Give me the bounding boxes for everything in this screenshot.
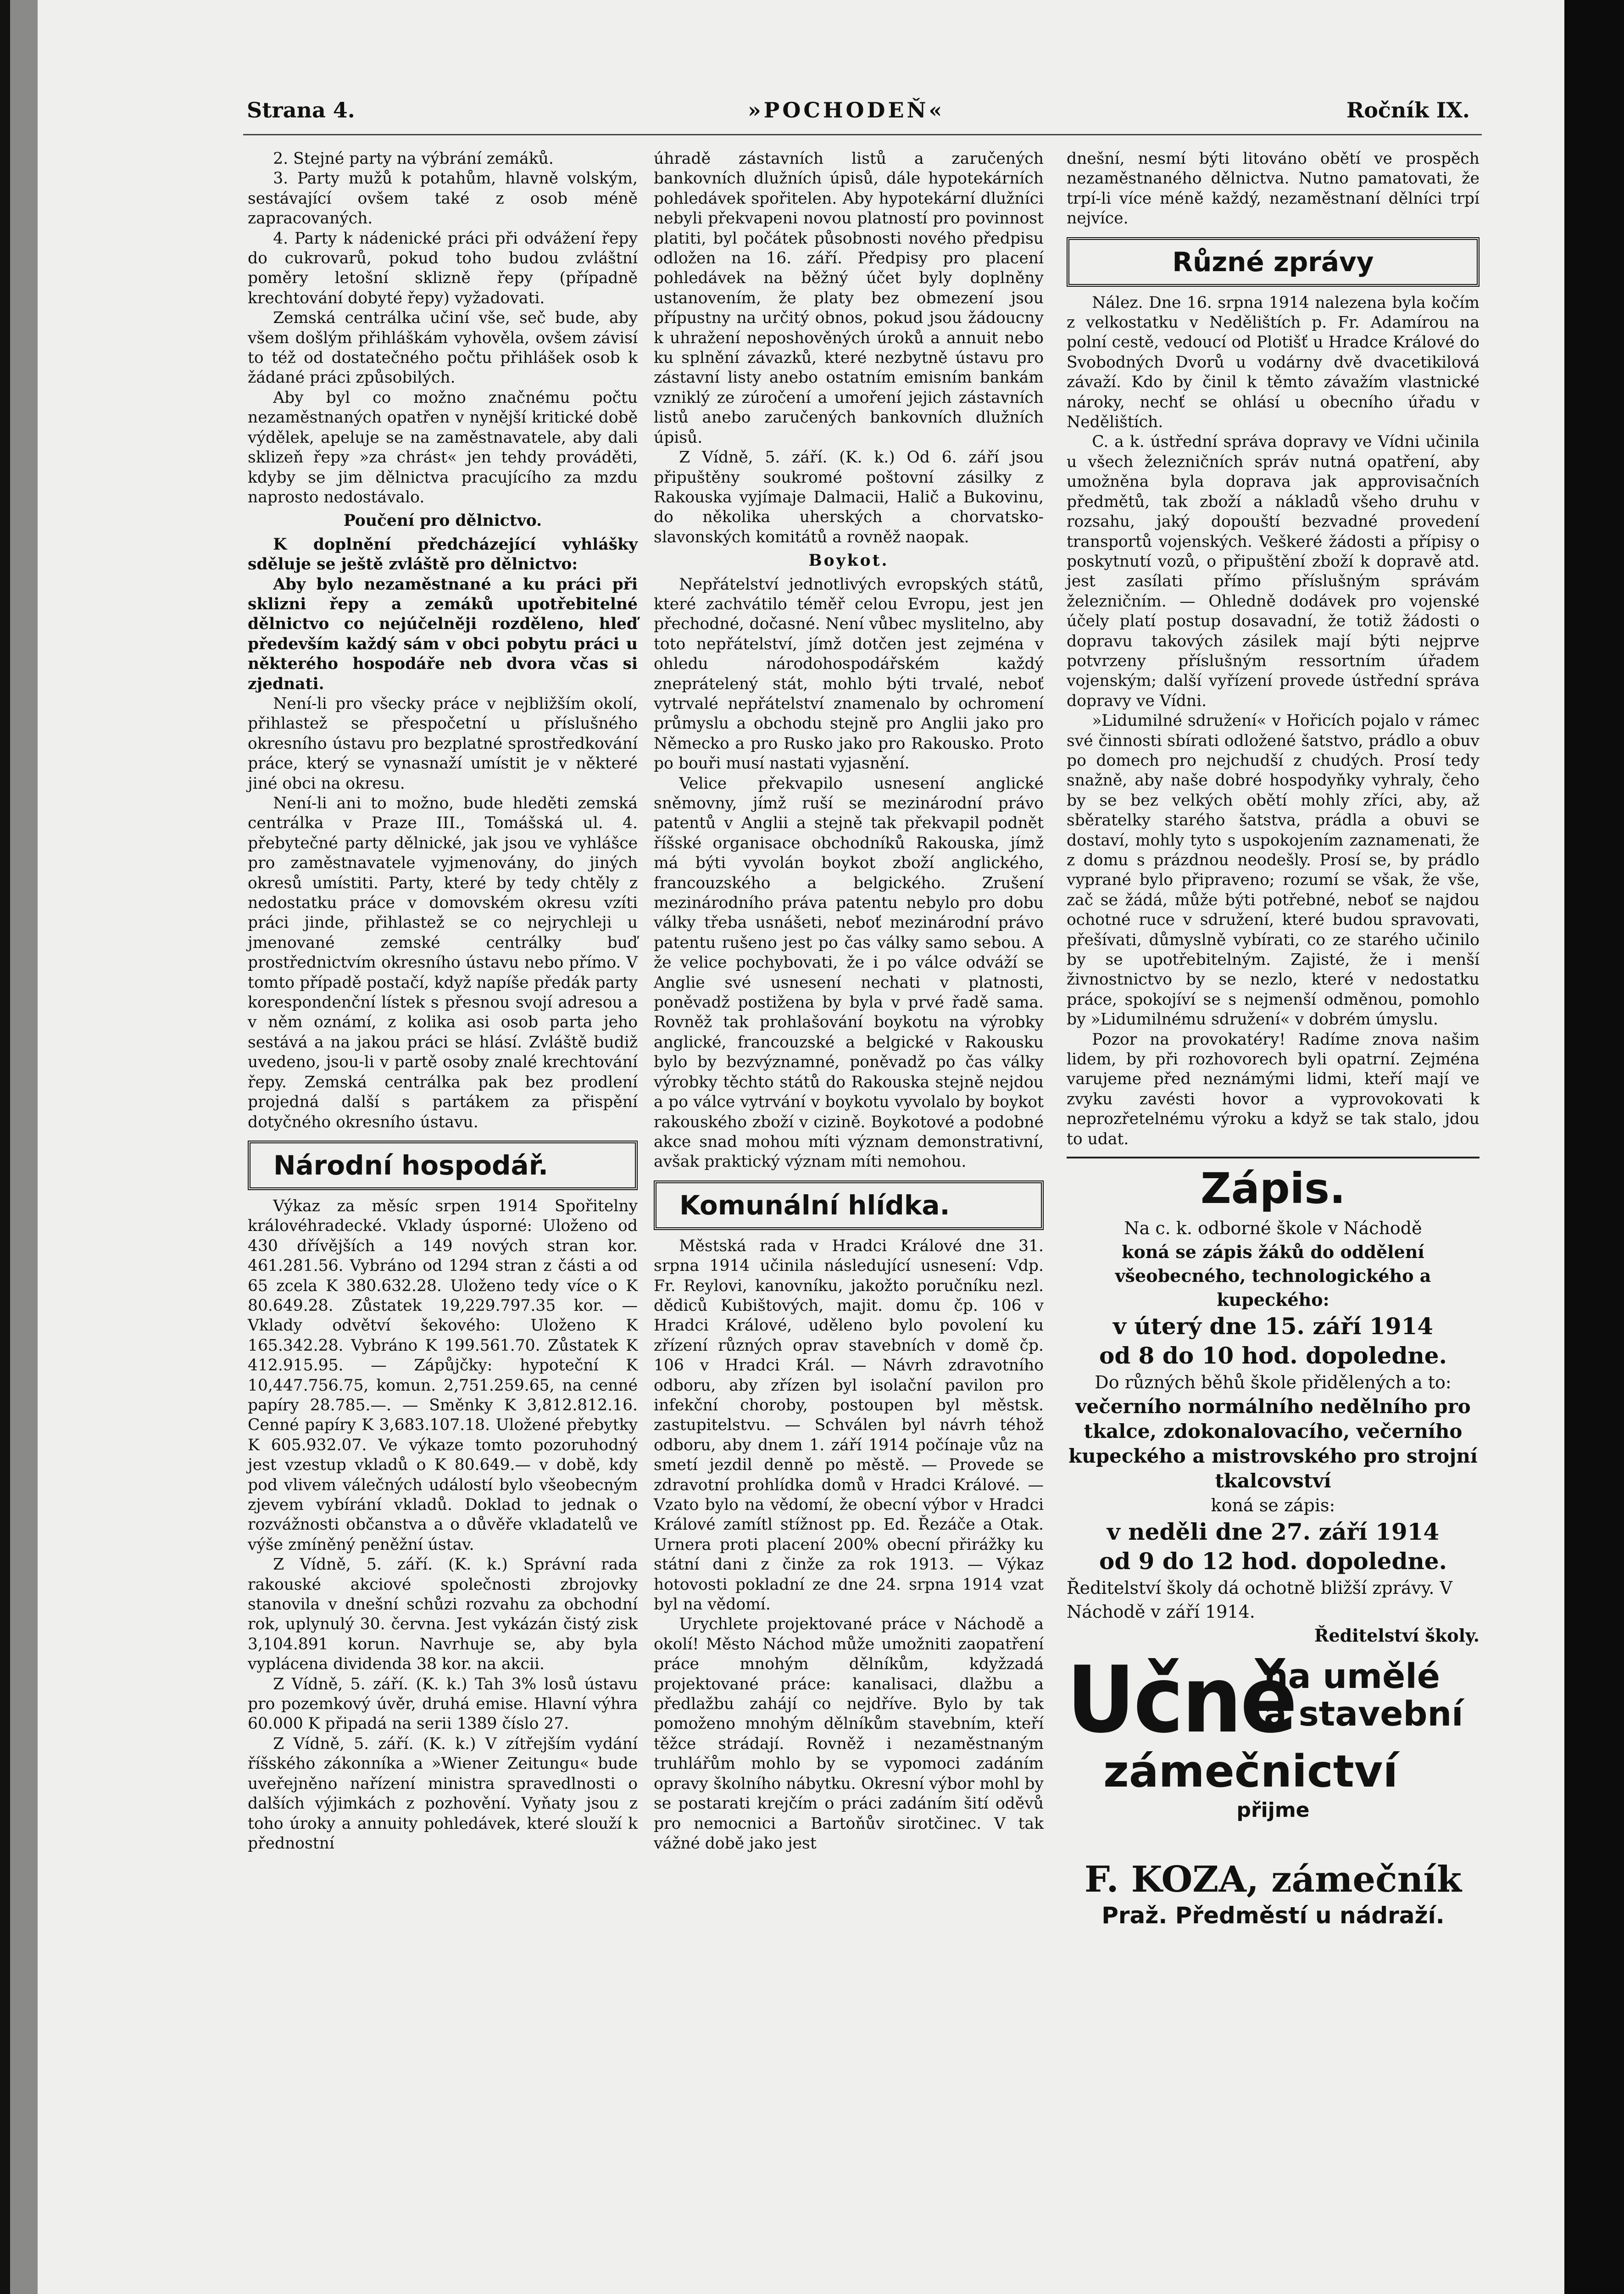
zapis-time-2: od 9 do 12 hod. dopoledne. [1099, 1548, 1447, 1575]
zapis-date-2: v neděli dne 27. září 1914 [1107, 1518, 1440, 1546]
scan-border-right [1564, 0, 1624, 2294]
column-2 [654, 149, 1044, 1854]
scan-border-left [0, 0, 10, 2294]
ad-zamecnictvi: zámečnictví [1103, 1746, 1398, 1798]
paragraph: úhradě zástavních listů a zaručených bankovních dlužních úpisů, dále hypotekárních pohledávek spořitelen. Aby hypotekární dlužníci nebyli překvapeni novou platností pro povinnost platiti, byl počátek působnosti nového předpisu odložen na 16. září. Předpisy pro placení pohledávek na běžný účet byly doplněny ustanovením, že platy bez obmezení jsou přípustny na určitý obnos, pokud jsou žádoucny k uhražení neposhověných úroků a annuit nebo ku splnění závazků, které nezbytně ústavu pro zástavní listy anebo ostatním emisním bankám vzniklý ze zúročení a umoření jejich zástavních listů anebo zaručených bankovních dlužních úpisů. [654, 150, 1044, 447]
zapis-note: koná se zápis: [1211, 1495, 1335, 1516]
paragraph: Urychlete projektované práce v Náchodě a okolí! Město Náchod může umožniti zaopatření práce mnohým dělníkům, kdyžzadá projektované práce: kanalisaci, dlažbu a předlažbu zahájí co nejdříve. Bylo by tak pomoženo mnohým dělníkům stavebním, kteří těžce strádají. Rovněž i nezaměstnaným truhlářům mohlo by se vypomoci zadáním opravy školního nábytku. Okresní výbor mohl by se postarati krejčím o práci zadáním šití oděvů pro nemocnici a Bartoňův sirotčinec. V tak vážné době jako jest [654, 1615, 1044, 1853]
paragraph: Z Vídně, 5. září. (K. k.) Od 6. září jsou připuštěny soukromé poštovní zásilky z Rakouska vyjímaje Dalmacii, Halič a Bukovinu, do několika uherských a chorvatsko-slavonských komitátů a rovněž naopak. [654, 448, 1044, 546]
paragraph: Z Vídně, 5. září. (K. k.) V zítřejším vydání říšského zákonníka a »Wiener Zeitungu« bude uveřejněno nařízení ministra spravedlnosti o dalších výjimkách z pozhovění. Vyňaty jsou z toho úroky a annuity pohledávek, které slouží k přednostní [248, 1734, 638, 1853]
section-ruzne-zpravy: Různé zprávy [1067, 237, 1479, 287]
paragraph: K doplnění předcházející vyhlášky sděluje se ještě zvláště pro dělnictvo: [248, 535, 638, 574]
paragraph: Z Vídně, 5. září. (K. k.) Správní rada rakouské akciové společnosti zbrojovky stanovila v dnešní schůzi rozvahu za obchodní rok, uplynulý 30. června. Jest vykázán čistý zisk 3,104.891 korun. Navrhuje se, aby byla vyplácena dividenda 38 kor. na akcii. [248, 1555, 638, 1674]
page-number: Strana 4. [247, 98, 355, 122]
paragraph: Výkaz za měsíc srpen 1914 Spořitelny královéhradecké. Vklady úsporné: Uloženo od 430 dřívějších a 149 nových stran kor. 461.281.56. Vybráno od 1294 stran z části a od 65 zcela K 380.632.28. Uloženo tedy více o K 80.649.28. Zůstatek 19,229.797.35 kor. — Vklady odvětví šekového: Uloženo K 165.342.28. Vybráno K 199.561.70. Zůstatek K 412.915.95. — Zápůjčky: hypoteční K 10,447.756.75, komun. 2,751.259.65, na cenné papíry 28.785.—. — Směnky K 3,812.812.16. Cenné papíry K 3,683.107.18. Uložené přebytky K 605.932.07. Ve výkaze tomto pozoruhodný jest vzestup vkladů o K 80.649.— v době, kdy pod vlivem válečných událostí bylo všeobecným zjevem vybírání vkladů. Doklad to jednak o rozvážnosti občanstva a o důvěře vkladatelů ve výše zmíněný peněžní ústav. [248, 1197, 638, 1554]
zapis-info: Ředitelství školy dá ochotně bližší zprávy. V Náchodě v září 1914. [1067, 1578, 1452, 1622]
paragraph: 4. Party k nádenické práci při odvážení řepy do cukrovarů, pokud toho budou zvláštní poměry letošní sklizně řepy (případně krechtování dobyté řepy) vyžadovati. [248, 229, 638, 307]
column-1 [248, 149, 638, 1854]
paragraph: Není-li ani to možno, bude hleděti zemská centrálka v Praze III., Tomášská ul. 4. přebytečné party dělnické, jak jsou ve vyhlášce pro zaměstnavatele vyjmenovány, do jiných okresů umístiti. Party, které by tedy chtěly z nedostatku práce v domovském okresu vzíti práci jinde, přihlastež se co nejrychleji u jmenované zemské centrálky buď prostřednictvím okresního ústavu nebo přímo. V tomto případě postačí, když napíše předák party korespondenční lístek s přesnou svojí adresou a v něm oznámí, z kolika asi osob parta jeho sestává a na jakou práci se hlásí. Zvláště budiž uvedeno, jsou-li v partě osoby znalé krechtování řepy. Zemská centrálka pak bez prodlení projedná další s partákem za přispění dotyčného okresního ústavu. [248, 794, 638, 1131]
paragraph: Aby bylo nezaměstnané a ku práci při sklizni řepy a zemáků upotřebitelné dělnictvo co nejúčelněji rozděleno, hleď především každý sám v obci pobytu práci u některého hospodáře neb dvora včas si zjednati. [248, 575, 638, 693]
ad-divider [1067, 1157, 1479, 1158]
paragraph: Není-li pro všecky práce v nejbližším okolí, přihlastež se přespočetní u příslušného okresního ústavu pro bezplatné sprostředkování práce, který se vynasnaží umístit je v některé jiné obci na okresu. [248, 694, 638, 793]
zapis-time-1: od 8 do 10 hod. dopoledne. [1099, 1342, 1447, 1370]
volume-number: Ročník IX. [1346, 98, 1470, 122]
paragraph: Aby byl co možno značnému počtu nezaměstnaných opatřen v nynější kritické době výdělek, apeluje se na zaměstnavatele, aby dali sklizeň řepy »za chrást« jen tehdy prováděti, kdyby se jim dělnictva pracujícího za mzdu naprosto nedostávalo. [248, 388, 638, 507]
paragraph: »Lidumilné sdružení« v Hořicích pojalo v rámec své činnosti sbírati odložené šatstvo, prádlo a obuv po domech pro nejchudší z chudých. Prosí tedy snažně, aby naše dobré hospodyňky vyhraly, čeho by se bez velkých obětí mohly zříci, aby, až sběratelky starého šatstva, prádla a obuvi se dostaví, mohly tyto s uspokojením zaznamenati, že z domu s prázdnou neodešly. Prosí se, by prádlo vyprané bylo připraveno; rozumí se však, že vše, zač se žádá, může býti potřebné, neboť se najdou ochotné ruce v sdružení, které budou spravovati, přešívati, důmyslně vybírati, co ze starého učinilo by se upotřebitelným. Zajisté, že i menší živnostnictvo by se nezlo, které v nedostatku práce, spokojíví se s nejmenší odměnou, pomohlo by »Lidumilnému sdružení« v dobrém úmyslu. [1067, 712, 1479, 1029]
scan-margin-left [10, 0, 38, 2294]
zapis-date-1: v úterý dne 15. září 1914 [1112, 1313, 1434, 1340]
section-narodni-hospodar: Národní hospodář. [248, 1141, 638, 1190]
paragraph: Zemská centrálka učiní vše, seč bude, aby všem došlým přihláškám vyhověla, ovšem závisí to též od dostatečného počtu přihlášek osob k žádané práci způsobilých. [248, 309, 638, 387]
zapis-heading: Zápis. [1201, 1164, 1346, 1214]
ad-address: Praž. Předměstí u nádraží. [1101, 1902, 1445, 1929]
paragraph: 2. Stejné party na výbrání zemáků. [273, 150, 554, 168]
paragraph: Z Vídně, 5. září. (K. k.) Tah 3% losů ústavu pro pozemkový úvěr, druhá emise. Hlavní výhra 60.000 K připadá na serii 1389 číslo 27. [248, 1675, 638, 1733]
paragraph: Pozor na provokatéry! Radíme znova našim lidem, by při rozhovorech byli opatrní. Zejména varujeme před neznámými lidmi, kteří mají ve zvyku zavésti hovor a vyprovokovati k neprozřetelnému výroku a když se tak stalo, jdou to udat. [1067, 1030, 1479, 1148]
zapis-departments: koná se zápis žáků do oddělení všeobecného, technologického a kupeckého: [1115, 1242, 1431, 1310]
heading-boykot: Boykot. [808, 551, 889, 570]
zapis-school: Na c. k. odborné škole v Náchodě [1124, 1218, 1422, 1239]
paragraph: Nepřátelství jednotlivých evropských států, které zachvátilo téměř celou Evropu, jest jen přechodné, dočasné. Není vůbec myslitelno, aby toto nepřátelství, jímž dotčen jest zejména v ohledu národohospodářském každý zneprátelený stát, mohlo býti trvalé, neboť vytrvalé nepřátelství znamenalo by ochromení průmyslu a obchodu stejně pro Anglii jako pro Německo a pro Rusko jako pro Rakousko. Proto po bouři musí nastati vyjasnění. [654, 575, 1044, 773]
ad-line-stavebni: a stavební [1264, 1694, 1463, 1734]
zapis-signature: Ředitelství školy. [1314, 1625, 1479, 1646]
ad-line-umele: na umělé [1264, 1657, 1440, 1697]
ad-prijme: přijme [1236, 1798, 1310, 1822]
paragraph: Městská rada v Hradci Králové dne 31. srpna 1914 učinila následující usnesení: Vdp. Fr. Reylovi, kanovníku, jakožto poručníku nezl. dědiců Kubištových, majit. domu čp. 106 v Hradci Králové, uděleno bylo povolení ku zřízení různých oprav stavebních v domě čp. 106 v Hradci Král. — Návrh zdravotního odboru, aby zřízen byl isolační pavilon pro infekční choroby, postoupen byl městsk. zastupitelstvu. — Schválen byl návrh téhož odboru, aby dnem 1. září 1914 počínaje vůz na smetí jezdil denně po městě. — Provede se zdravotní prohlídka domů v Hradci Králové. — Vzato bylo na vědomí, že obecní výbor v Hradci Králové zamítl stížnost pp. Ed. Řezáče a Otak. Urnera proti placení 200% obecní přirážky ku státní dani z činže za rok 1913. — Výkaz hotovosti pokladní ze dne 24. srpna 1914 vzat byl na vědomí. [654, 1236, 1044, 1614]
paragraph: Velice překvapilo usnesení anglické sněmovny, jímž ruší se mezinárodní právo patentů v Anglii a stejně tak překvapil podnět říšské organisace obchodníků Rakouska, jímž má býti vyvolán boykot zboží anglického, francouzského a belgického. Zrušení mezinárodního práva patentu nebylo pro dobu války třeba usnášeti, neboť mezinárodní právo patentu rušeno jest po čas války samo sebou. A že velice pochybovati, že i po válce odváží se Anglie své usnesení nechati v platnosti, poněvadž postižena by byla v prvé řadě sama. Rovněž tak prohlašování boykotu na výrobky anglické, francouzské a belgické v Rakousku bylo by bezvýznamné, poněvadž po čas války výrobky těchto států do Rakouska stejně nejdou a po válce vytrvání v boykotu vyvolalo by boykot rakouského zboží v cizině. Boykotové a podobné akce snad mohou míti význam demonstrativní, avšak praktický význam míti nemohou. [654, 774, 1044, 1171]
paragraph: Nález. Dne 16. srpna 1914 nalezena byla kočím z velkostatku v Nedělištích p. Fr. Adamírou na polní cestě, vedoucí od Plotišť u Hradce Králové do Svobodných Dvorů u vodárny dvě dvacetikilová závaží. Kdo by činil k těmto závažím vlastnické nároky, nechť se ohlásí u obecního úřadu v Nedělištích. [1067, 293, 1479, 432]
column-3 [1067, 149, 1479, 1930]
heading-pouceni: Poučení pro dělnictvo. [343, 512, 542, 530]
ad-ucne: Učně [1067, 1647, 1296, 1754]
header-rule [243, 134, 1482, 135]
zapis-courses: večerního normálního nedělního pro tkalce, zdokonalovacího, večerního kupeckého a mistrovského pro strojní tkalcovství [1068, 1395, 1478, 1492]
newspaper-title: »POCHODEŇ« [748, 98, 945, 122]
paragraph: dnešní, nesmí býti litováno obětí ve prospěch nezaměstnaného dělnictva. Nutno pamatovati, že trpí-li více méně každý, nezaměstnaní dělníci trpí nejvíce. [1067, 150, 1479, 228]
section-komunalni-hlidka: Komunální hlídka. [654, 1180, 1044, 1230]
apprentice-ad [1067, 1647, 1479, 1859]
paragraph: 3. Party mužů k potahům, hlavně volským, sestávající ovšem také z osob méně zapracovaných. [248, 169, 638, 228]
zapis-courses-intro: Do různých běhů škole přidělených a to: [1095, 1372, 1452, 1393]
paragraph: C. a k. ústřední správa dopravy ve Vídni učinila u všech železničních správ nutná opatření, aby umožněna byla doprava jak approvisačních předmětů, tak zboží a nákladů všeho druhu v rozsahu, jaký dopouští bezvadné provedení transportů vojenských. Veškeré žádosti a přípisy o poskytnutí vozů, o připuštění zboží k dopravě atd. jest zasílati přímo příslušným správám železničním. — Ohledně dodávek pro vojenské účely platí postup dosavadní, že totiž žádosti o dopravu takových zásilek mají býti nejprve potvrzeny příslušným ressortním úřadem vojenským; další vyřízení provede ústřední správa dopravy ve Vídni. [1067, 433, 1479, 710]
ad-koza: F. KOZA, zámečník [1084, 1859, 1462, 1901]
